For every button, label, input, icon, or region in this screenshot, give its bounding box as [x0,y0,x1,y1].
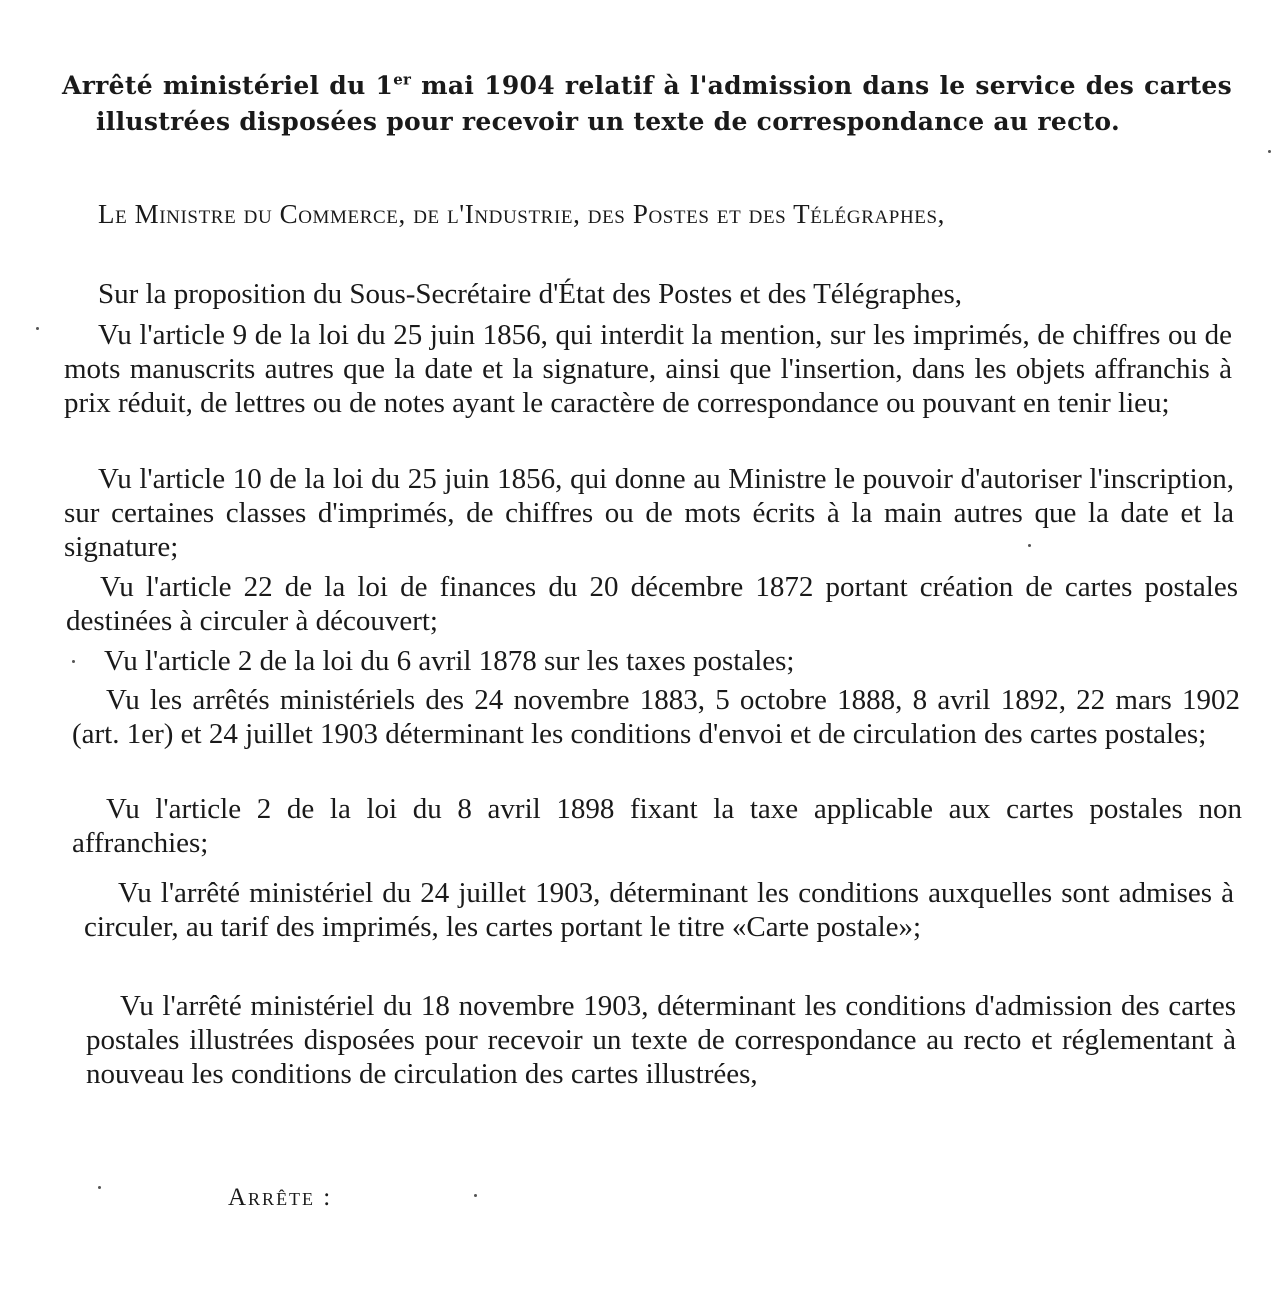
scan-speck [72,660,75,663]
scan-speck [36,327,39,330]
scan-speck [1268,150,1271,153]
closing-arrete: Arrête : [228,1184,333,1211]
paragraph-article-10: Vu l'article 10 de la loi du 25 juin 1856, qui donne au Ministre le pouvoir d'autoriser l'inscription, sur certaines classes d'imprimés, de chiffres ou de mots écrits à la main autres que la date et la signature; [64,463,1234,563]
paragraph-article-2-1898: Vu l'article 2 de la loi du 8 avril 1898 fixant la taxe applicable aux cartes postales non affranchies; [72,793,1242,859]
scan-speck [474,1194,477,1197]
heading-superscript: er [393,70,412,89]
paragraph-proposition: Sur la proposition du Sous-Secrétaire d'État des Postes et des Télégraphes, [98,278,963,310]
paragraph-arretes-ministeriels: Vu les arrêtés ministériels des 24 novembre 1883, 5 octobre 1888, 8 avril 1892, 22 mars 1902 (art. 1er) et 24 juillet 1903 déterminant les conditions d'envoi et de circulation des cartes postales; [72,684,1240,750]
scan-speck [1028,544,1031,547]
minister-title: Le Ministre du Commerce, de l'Industrie, des Postes et des Télégraphes, [98,199,946,229]
heading-text-after: mai 1904 relatif à l'admission dans le service des cartes illustrées disposées pour recevoir un texte de correspondance au recto. [96,71,1232,136]
paragraph-article-22: Vu l'article 22 de la loi de finances du 20 décembre 1872 portant création de cartes postales destinées à circuler à découvert; [66,571,1238,637]
decree-heading [62,68,1232,140]
scan-speck [98,1186,101,1189]
paragraph-arrete-juillet-1903: Vu l'arrêté ministériel du 24 juillet 1903, déterminant les conditions auxquelles sont admises à circuler, au tarif des imprimés, les cartes portant le titre «Carte postale»; [84,877,1234,943]
paragraph-arrete-novembre-1903: Vu l'arrêté ministériel du 18 novembre 1903, déterminant les conditions d'admission des cartes postales illustrées disposées pour recevoir un texte de correspondance au recto et réglementant à nouveau les conditions de circulation des cartes illustrées, [86,990,1236,1090]
heading-text-before: Arrêté ministériel du 1 [62,71,394,100]
paragraph-article-2-1878: Vu l'article 2 de la loi du 6 avril 1878 sur les taxes postales; [104,645,795,677]
paragraph-article-9: Vu l'article 9 de la loi du 25 juin 1856, qui interdit la mention, sur les imprimés, de chiffres ou de mots manuscrits autres que la date et la signature, ainsi que l'insertion, dans les objets affranchis à prix réduit, de lettres ou de notes ayant le caractère de correspondance ou pouvant en tenir lieu; [64,319,1232,419]
